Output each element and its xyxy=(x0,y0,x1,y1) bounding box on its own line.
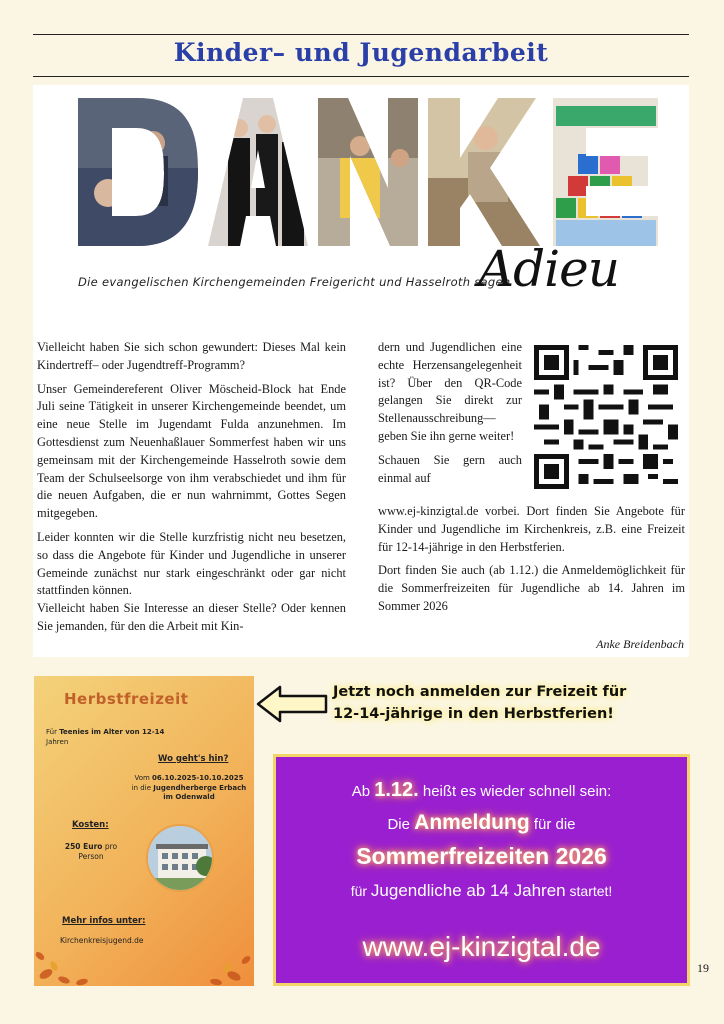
promo-date: 1.12. xyxy=(374,779,419,801)
promo-line-1 xyxy=(276,779,687,802)
article-author: Anke Breidenbach xyxy=(596,637,684,651)
page-title: Kinder– und Jugendarbeit xyxy=(173,38,549,67)
promo-line-2 xyxy=(276,811,687,835)
flyer-info-heading: Mehr infos unter: xyxy=(62,916,146,926)
flyer-cost-value: 250 Euro xyxy=(64,842,103,851)
flyer-place-prefix: in die xyxy=(131,783,152,792)
summer-camp-promo xyxy=(273,754,690,986)
article-paragraph: www.ej-kinzigtal.de vorbei. Dort finden Sie Angebote für Kinder und Jugendliche im Kirchenkreis, z.B. eine Freizeit für 12-14-jährige in den Herbstferien. xyxy=(378,504,685,554)
flyer-place: Jugendherberge Erbach im Odenwald xyxy=(153,783,247,801)
flyer-audience-prefix: Für xyxy=(46,728,57,736)
header-rule-top xyxy=(33,34,689,35)
article-paragraph: Dort finden Sie auch (ab 1.12.) die Anmeldemöglichkeit für die Sommerfreizeiten für Jugendliche ab 14. Jahren im Sommer 2026 xyxy=(378,563,685,613)
promo-audience: Jugendliche ab 14 Jahren xyxy=(370,881,566,900)
article-paragraph: dern und Jugendlichen eine echte Herzensangelegenheit ist? Über den QR-Code gelangen Sie direkt zur Stellenausschreibung—geben Sie ihn gerne weiter! xyxy=(378,340,522,443)
danke-letter-e xyxy=(78,98,79,99)
flyer-dates-value: 06.10.2025-10.10.2025 xyxy=(152,774,244,782)
promo-registration-word: Anmeldung xyxy=(414,811,530,834)
danke-photo-collage xyxy=(78,98,658,246)
flyer-info-url[interactable]: Kirchenkreisjugend.de xyxy=(60,936,144,945)
hostel-building-icon xyxy=(148,826,214,892)
flyer-hostel-photo xyxy=(146,824,214,892)
qr-code[interactable] xyxy=(534,344,678,490)
promo-line-1-a: Ab xyxy=(351,783,371,800)
article-paragraph: Unser Gemeindereferent Oliver Möscheid-Block hat Ende Juli seine Tätigkeit in unserer Kirchengemeinde beendet, um eine neue Stelle im Jugendamt Fulda anzunehmen. Im Gottesdienst zum Neuenhaßlauer Sommerfest haben wir uns gemeinsam mit der Kirchengemeinde Hasselroth sowie dem Team der Schulseelsorge von ihm verabschiedet und ihm für die neuen Aufgaben, die er nun wahrnimmt, Gottes Segen mitgegeben. xyxy=(37,381,346,521)
promo-line-4-a: für xyxy=(350,883,368,899)
promo-url[interactable]: www.ej-kinzigtal.de xyxy=(362,931,601,962)
registration-callout xyxy=(333,681,673,725)
header-rule-bottom xyxy=(33,76,689,77)
article-paragraph: Schauen Sie gern auch einmal auf xyxy=(378,452,522,485)
banner-farewell: Adieu xyxy=(478,240,619,298)
flyer-dates-prefix: Vom xyxy=(134,774,150,782)
flyer-audience-suffix: Jahren xyxy=(46,737,69,746)
flyer-dates xyxy=(130,774,248,803)
flyer-where-heading: Wo geht's hin? xyxy=(158,754,229,764)
article-left-column xyxy=(37,339,346,642)
flyer-audience xyxy=(46,728,166,747)
promo-line-2-a: Die xyxy=(387,816,410,833)
promo-line-4 xyxy=(276,881,687,901)
flyer-cost xyxy=(56,842,126,861)
herbstfreizeit-flyer[interactable] xyxy=(34,676,254,986)
promo-line-2-b: für die xyxy=(533,816,576,833)
article-right-wide xyxy=(378,503,685,622)
article-paragraph: Leider konnten wir die Stelle kurzfristig nicht neu besetzen, so dass die Angebote für Kinder und Jugendliche in unserer Gemeinde zunächst nur stark eingeschränkt oder gar nicht stattfinden können. xyxy=(37,529,346,598)
article-paragraph: Vielleicht haben Sie Interesse an dieser Stelle? Oder kennen Sie jemanden, für den die Arbeit mit Kin- xyxy=(37,601,346,633)
page-number: 19 xyxy=(697,961,709,975)
callout-line-1: Jetzt noch anmelden zur Freizeit für xyxy=(333,684,627,700)
autumn-leaves-icon xyxy=(34,926,254,986)
flyer-title: Herbstfreizeit xyxy=(64,690,189,708)
banner-tagline: Die evangelischen Kirchengemeinden Freigericht und Hasselroth sagen xyxy=(78,275,511,289)
promo-headline: Sommerfreizeiten 2026 xyxy=(356,843,607,869)
arrow-left-icon xyxy=(254,684,330,724)
callout-line-2: 12-14-jährige in den Herbstferien! xyxy=(333,706,614,722)
article-paragraph: Vielleicht haben Sie sich schon gewundert: Dieses Mal kein Kindertreff– oder Jugendtreff-Programm? xyxy=(37,340,346,372)
flyer-audience-bold: Teenies im Alter von 12-14 xyxy=(59,728,165,736)
article-right-narrow xyxy=(378,339,522,487)
flyer-cost-heading: Kosten: xyxy=(72,820,109,830)
flyer-cost-suffix: pro Person xyxy=(78,842,118,861)
danke-banner xyxy=(78,98,658,246)
promo-line-1-b: heißt es wieder schnell sein: xyxy=(422,783,612,800)
promo-line-4-b: startet! xyxy=(569,883,613,899)
